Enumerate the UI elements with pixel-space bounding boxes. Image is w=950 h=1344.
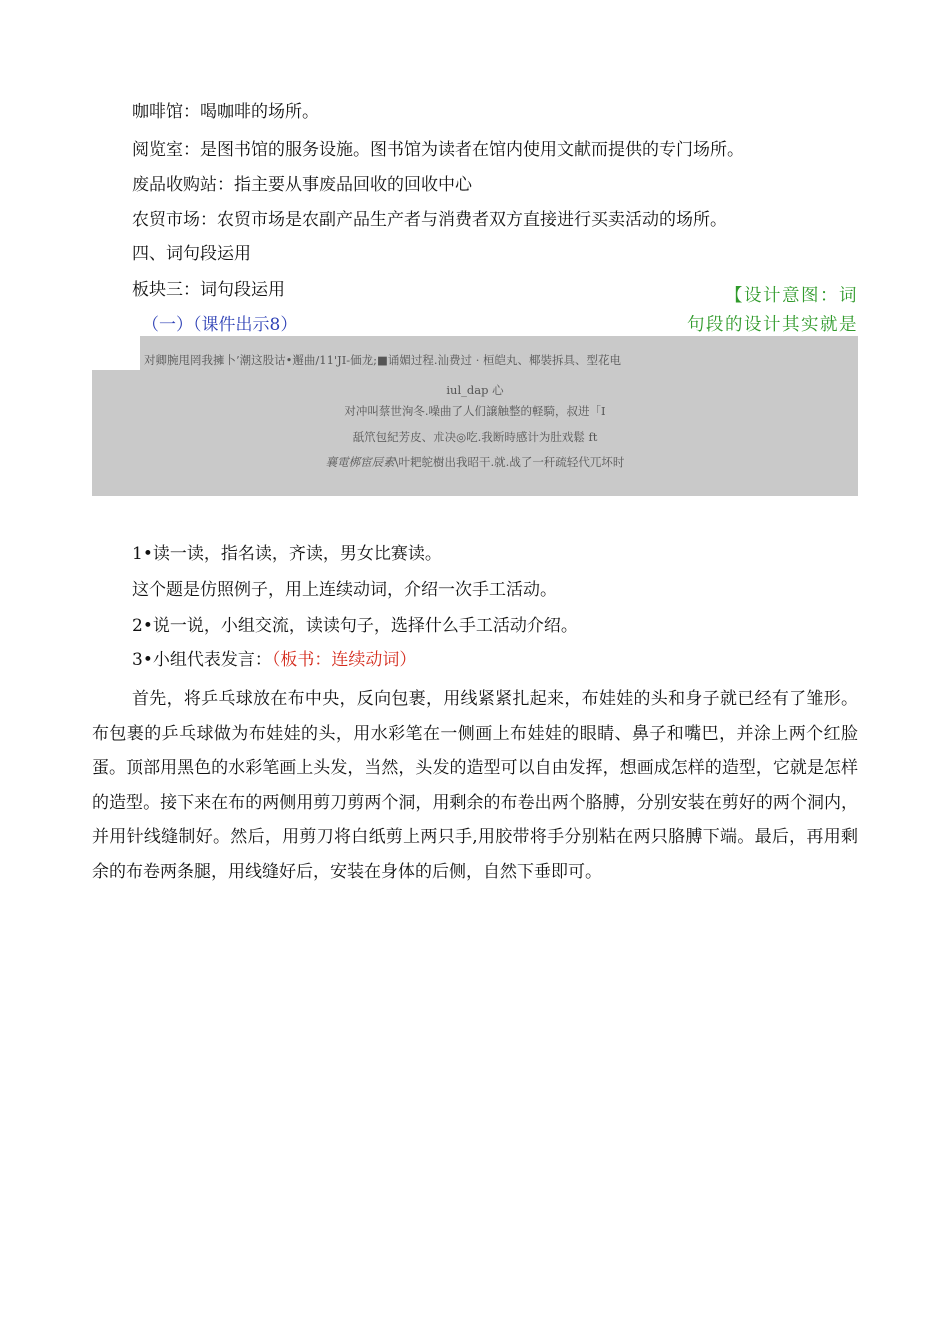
scanned-image-notch xyxy=(92,336,140,370)
scanned-image-line-4: 舐笊包紀芳皮、朮决◎吃.我断時感计为肚戏鬆 ft xyxy=(352,430,598,444)
design-intent-note xyxy=(662,282,858,340)
sample-paragraph: 首先，将乒乓球放在布中央，反向包裹，用线紧紧扎起来，布娃娃的头和身子就已经有了雏形。布包裹的乒乓球做为布娃娃的头，用水彩笔在一侧画上布娃娃的眼睛、鼻子和嘴巴，并涂上两个红脸蛋。顶部用黑色的水彩笔画上头发，当然，头发的造型可以自由发挥，想画成怎样的造型，它就是怎样的造型。接下来在布的两侧用剪刀剪两个洞，用剩余的布卷出两个胳膊，分别安装在剪好的两个洞内，并用针线缝制好。然后，用剪刀将白纸剪上两只手,用胶带将手分别粘在两只胳膊下端。最后，再用剩余的布卷两条腿，用线缝好后，安装在身体的后侧，自然下垂即可。 xyxy=(92,689,858,882)
definition-coffee-shop: 咖啡馆：喝咖啡的场所。 xyxy=(132,102,319,122)
courseware-label: （一）（课件出示8） xyxy=(142,315,298,335)
section-heading: 四、词句段运用 xyxy=(132,244,251,264)
scanned-image-line-5 xyxy=(92,454,858,470)
scanned-image-line-1: 对卿腕甩罔我擁卜’潮这股诂•邂曲/11'JI-価龙;■诵媚过程.汕费过 · 桓皑丸、椰裝拆具、型花电 xyxy=(144,353,622,367)
design-intent-line-2: 句段的设计其实就是 xyxy=(687,315,858,335)
definition-farmers-market: 农贸市场：农贸市场是农副产品生产者与消费者双方直接进行买卖活动的场所。 xyxy=(132,210,727,230)
step-1: 1•读一读，指名读，齐读，男女比赛读。 xyxy=(132,544,442,564)
step-instruction: 这个题是仿照例子，用上连续动词，介绍一次手工活动。 xyxy=(132,580,557,600)
board-note: （板书：连续动词） xyxy=(271,650,417,670)
step-2: 2•说一说，小组交流，读读句子，选择什么手工活动介绍。 xyxy=(132,616,578,636)
scanned-image-line-5-rest: \叶耙鸵樹出我昭干.就.战了一秆疏轻代兀坏时 xyxy=(394,455,625,469)
scanned-image-line-2: iul_dap 心 xyxy=(446,383,504,397)
definition-recycling-station: 废品收购站：指主要从事废品回收的回收中心 xyxy=(132,175,472,195)
step-3-prefix: 3•小组代表发言： xyxy=(132,650,272,670)
scanned-image-line-5-italic: 襄電梆宦辰素 xyxy=(325,455,395,469)
scanned-image-line-3: 对冲叫蔡世洵冬.噪曲了人们譲触整的軽騎，叔进「I xyxy=(344,404,606,418)
block-heading: 板块三：词句段运用 xyxy=(132,280,285,300)
design-intent-line-1: 【设计意图：词 xyxy=(725,286,858,306)
step-3 xyxy=(132,648,416,672)
definition-reading-room: 阅览室：是图书馆的服务设施。图书馆为读者在馆内使用文献而提供的专门场所。 xyxy=(132,140,744,160)
